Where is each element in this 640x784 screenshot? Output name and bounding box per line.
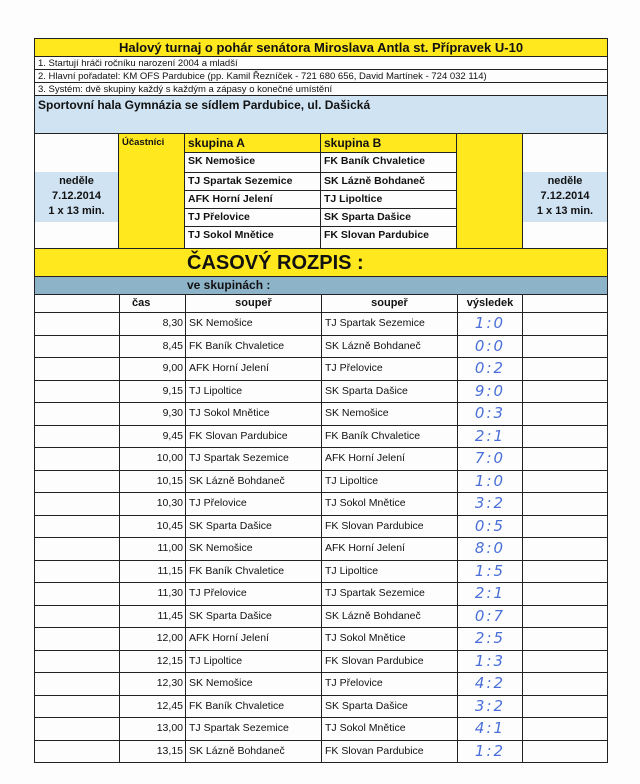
match-time: 11,00: [119, 538, 185, 560]
match-home-team: FK Baník Chvaletice: [185, 696, 321, 718]
group-b-team: TJ Lipoltice: [321, 190, 456, 208]
group-a-team: TJ Sokol Mnětice: [185, 226, 320, 244]
match-away-team: SK Lázně Bohdaneč: [321, 336, 457, 358]
match-time: 10,15: [119, 471, 185, 493]
match-result: 2:1: [457, 426, 523, 448]
match-away-team: TJ Sokol Mnětice: [321, 718, 457, 740]
match-time: 12,45: [119, 696, 185, 718]
match-result: 8:0: [457, 538, 523, 560]
match-result: 0:7: [457, 606, 523, 628]
match-time: 9,00: [119, 358, 185, 380]
left-day: neděle: [59, 175, 94, 187]
match-time: 12,00: [119, 628, 185, 650]
match-result: 4:2: [457, 673, 523, 695]
match-away-team: SK Nemošice: [321, 403, 457, 425]
match-home-team: SK Sparta Dašice: [185, 606, 321, 628]
match-away-team: SK Sparta Dašice: [321, 381, 457, 403]
group-b: [321, 134, 457, 248]
table-row: [35, 403, 607, 426]
match-home-team: AFK Horní Jelení: [185, 628, 321, 650]
match-home-team: FK Baník Chvaletice: [185, 336, 321, 358]
table-row: [35, 606, 607, 629]
right-date: 7.12.2014: [540, 190, 590, 202]
table-row: [35, 381, 607, 404]
info-line-2: 2. Hlavní pořadatel: KM OFS Pardubice (pp. Kamil Řezníček - 721 680 656, David Martínek - 724 032 114): [35, 70, 607, 83]
match-result: 0:2: [457, 358, 523, 380]
match-away-team: SK Lázně Bohdaneč: [321, 606, 457, 628]
match-time: 8,45: [119, 336, 185, 358]
match-time: 10,00: [119, 448, 185, 470]
schedule-heading: [35, 249, 607, 277]
match-time: 10,45: [119, 516, 185, 538]
match-away-team: TJ Sokol Mnětice: [321, 628, 457, 650]
match-result: 1:0: [457, 313, 523, 335]
group-stage-heading: [35, 277, 607, 295]
match-result: 3:2: [457, 696, 523, 718]
table-row: [35, 628, 607, 651]
group-b-label: skupina B: [321, 134, 456, 152]
match-result: 1:5: [457, 561, 523, 583]
match-time: 9,15: [119, 381, 185, 403]
match-home-team: SK Lázně Bohdaneč: [185, 741, 321, 763]
match-away-team: SK Sparta Dašice: [321, 696, 457, 718]
group-b-team: SK Lázně Bohdaneč: [321, 172, 456, 190]
col-result: výsledek: [457, 295, 523, 312]
left-date-panel: [35, 134, 119, 248]
match-time: 13,00: [119, 718, 185, 740]
match-away-team: TJ Spartak Sezemice: [321, 313, 457, 335]
match-result: 7:0: [457, 448, 523, 470]
match-time: 12,30: [119, 673, 185, 695]
match-away-team: FK Slovan Pardubice: [321, 741, 457, 763]
table-row: [35, 673, 607, 696]
match-home-team: FK Slovan Pardubice: [185, 426, 321, 448]
match-home-team: TJ Lipoltice: [185, 381, 321, 403]
match-time: 9,30: [119, 403, 185, 425]
group-a-team: SK Nemošice: [185, 152, 320, 172]
table-row: [35, 313, 607, 336]
table-row: [35, 426, 607, 449]
table-row: [35, 336, 607, 359]
info-line-1: 1. Startují hráči ročníku narození 2004 a mladší: [35, 57, 607, 70]
match-time: 11,15: [119, 561, 185, 583]
table-row: [35, 696, 607, 719]
match-away-team: FK Slovan Pardubice: [321, 651, 457, 673]
match-result: 1:3: [457, 651, 523, 673]
table-row: [35, 516, 607, 539]
match-away-team: TJ Spartak Sezemice: [321, 583, 457, 605]
match-home-team: AFK Horní Jelení: [185, 358, 321, 380]
match-result: 3:2: [457, 493, 523, 515]
col-team2: soupeř: [321, 295, 457, 312]
table-row: [35, 538, 607, 561]
group-b-team: FK Baník Chvaletice: [321, 152, 456, 172]
match-time: 9,45: [119, 426, 185, 448]
match-home-team: TJ Přelovice: [185, 583, 321, 605]
match-time: 10,30: [119, 493, 185, 515]
match-result: 1:2: [457, 741, 523, 763]
match-away-team: AFK Horní Jelení: [321, 538, 457, 560]
match-home-team: TJ Spartak Sezemice: [185, 448, 321, 470]
match-home-team: FK Baník Chvaletice: [185, 561, 321, 583]
match-result: 0:5: [457, 516, 523, 538]
group-a-label: skupina A: [185, 134, 320, 152]
match-time: 11,45: [119, 606, 185, 628]
table-row: [35, 448, 607, 471]
match-home-team: SK Nemošice: [185, 538, 321, 560]
match-home-team: SK Nemošice: [185, 673, 321, 695]
schedule-title: ČASOVÝ ROZPIS :: [187, 252, 364, 274]
schedule-sheet: [34, 38, 608, 763]
match-result: 1:0: [457, 471, 523, 493]
table-row: [35, 651, 607, 674]
match-result: 2:5: [457, 628, 523, 650]
right-day: neděle: [547, 175, 583, 187]
match-home-team: TJ Sokol Mnětice: [185, 403, 321, 425]
match-result: 0:3: [457, 403, 523, 425]
match-home-team: TJ Přelovice: [185, 493, 321, 515]
match-result: 2:1: [457, 583, 523, 605]
match-home-team: TJ Spartak Sezemice: [185, 718, 321, 740]
venue-title: Sportovní hala Gymnázia se sídlem Pardubice, ul. Dašická: [35, 96, 607, 134]
right-format: 1 x 13 min.: [536, 205, 594, 217]
match-away-team: TJ Lipoltice: [321, 561, 457, 583]
match-home-team: TJ Lipoltice: [185, 651, 321, 673]
col-time: čas: [119, 295, 185, 312]
table-row: [35, 718, 607, 741]
group-b-team: FK Slovan Pardubice: [321, 226, 456, 244]
table-row: [35, 561, 607, 584]
teams-block: [35, 134, 607, 249]
match-time: 11,30: [119, 583, 185, 605]
table-row: [35, 471, 607, 494]
match-home-team: SK Nemošice: [185, 313, 321, 335]
table-header: [35, 295, 607, 313]
match-result: 0:0: [457, 336, 523, 358]
info-line-3: 3. Systém: dvě skupiny každý s každým a zápasy o konečné umístění: [35, 83, 607, 96]
tournament-title: Halový turnaj o pohár senátora Miroslava Antla st. Přípravek U-10: [35, 39, 607, 57]
group-b-team: SK Sparta Dašice: [321, 208, 456, 226]
yellow-spacer: [457, 134, 523, 248]
match-home-team: SK Lázně Bohdaneč: [185, 471, 321, 493]
table-row: [35, 493, 607, 516]
participants-label: Účastníci: [119, 134, 185, 248]
match-table: [35, 313, 607, 763]
group-stage-label: ve skupinách :: [187, 278, 271, 292]
match-away-team: TJ Sokol Mnětice: [321, 493, 457, 515]
match-away-team: AFK Horní Jelení: [321, 448, 457, 470]
left-format: 1 x 13 min.: [48, 205, 105, 217]
group-a-team: AFK Horní Jelení: [185, 190, 320, 208]
right-date-panel: [523, 134, 607, 248]
group-a: [185, 134, 321, 248]
match-away-team: TJ Přelovice: [321, 358, 457, 380]
left-date: 7.12.2014: [52, 190, 101, 202]
group-a-team: TJ Spartak Sezemice: [185, 172, 320, 190]
match-result: 4:1: [457, 718, 523, 740]
match-time: 13,15: [119, 741, 185, 763]
match-result: 9:0: [457, 381, 523, 403]
table-row: [35, 583, 607, 606]
match-away-team: TJ Přelovice: [321, 673, 457, 695]
group-a-team: TJ Přelovice: [185, 208, 320, 226]
match-time: 12,15: [119, 651, 185, 673]
match-away-team: FK Baník Chvaletice: [321, 426, 457, 448]
col-team1: soupeř: [185, 295, 321, 312]
match-away-team: FK Slovan Pardubice: [321, 516, 457, 538]
match-time: 8,30: [119, 313, 185, 335]
table-row: [35, 358, 607, 381]
table-row: [35, 741, 607, 764]
match-away-team: TJ Lipoltice: [321, 471, 457, 493]
match-home-team: SK Sparta Dašice: [185, 516, 321, 538]
